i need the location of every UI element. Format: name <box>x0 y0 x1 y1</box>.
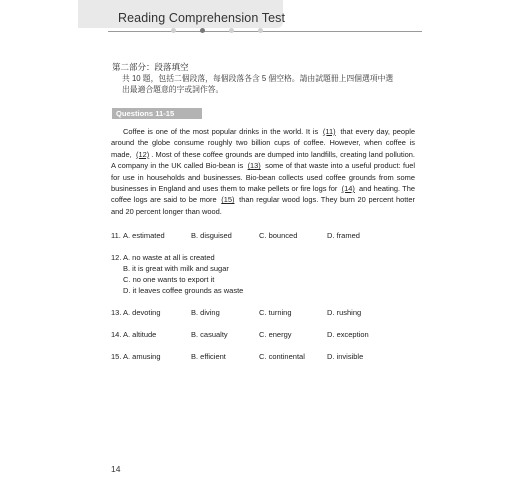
question-number: 12. <box>111 253 122 262</box>
option-c: C. continental <box>259 352 305 361</box>
passage-text: Coffee is one of the most popular drinks in the world. It is <box>123 127 319 136</box>
option-b: B. efficient <box>191 352 226 361</box>
option-d: D. it leaves coffee grounds as waste <box>123 286 244 295</box>
question-12-d <box>111 285 411 296</box>
option-a: A. estimated <box>123 231 165 240</box>
option-d: D. exception <box>327 330 369 339</box>
passage-text: . Most of these coffee grounds are dumped into landfills, creating land pollution. A company in the UK called Bio-bean is <box>111 149 415 171</box>
question-14 <box>111 329 411 340</box>
question-list <box>111 230 411 362</box>
blank-14: (14) <box>341 184 355 194</box>
option-c: C. bounced <box>259 231 298 240</box>
page-number: 14 <box>111 464 121 474</box>
question-12-c <box>111 274 411 285</box>
header-dot <box>229 28 234 33</box>
option-a: A. no waste at all is created <box>123 253 215 262</box>
header-dots <box>171 28 263 33</box>
question-number: 14. <box>111 330 122 339</box>
question-number: 13. <box>111 308 122 317</box>
question-13 <box>111 307 411 318</box>
blank-15: (15) <box>221 195 235 205</box>
instruction-line: 共 10 題，包括二個段落，每個段落各含 5 個空格。請由試題冊上四個選項中選 <box>122 74 394 83</box>
option-b: B. diving <box>191 308 220 317</box>
blank-12: (12) <box>135 149 150 159</box>
option-b: B. casualty <box>191 330 228 339</box>
part-title: 第二部分：段落填空 <box>112 62 189 72</box>
question-11 <box>111 230 411 241</box>
header-divider <box>108 31 422 32</box>
question-12-b <box>111 263 411 274</box>
question-12 <box>111 252 411 263</box>
part-instructions <box>122 73 412 95</box>
option-a: A. altitude <box>123 330 157 339</box>
option-c: C. no one wants to export it <box>123 275 215 284</box>
reading-passage <box>111 126 415 217</box>
page-header-title: Reading Comprehension Test <box>118 11 286 25</box>
option-a: A. devoting <box>123 308 161 317</box>
header-dot <box>171 28 176 33</box>
passage-text: some of that waste into a useful product: fuel for use in households and businesses. Bio-bean collects used coffee grounds from some businesses in England and uses them to make pellets or fire logs for <box>111 161 415 194</box>
option-c: C. energy <box>259 330 292 339</box>
option-c: C. turning <box>259 308 292 317</box>
option-b: B. disguised <box>191 231 232 240</box>
header-dot <box>258 28 263 33</box>
question-number: 15. <box>111 352 122 361</box>
section-label: Questions 11-15 <box>112 108 202 119</box>
option-d: D. framed <box>327 231 360 240</box>
header-dot-active <box>200 28 205 33</box>
blank-11: (11) <box>322 127 336 136</box>
blank-13: (13) <box>247 161 261 171</box>
instruction-line: 出最適合題意的字或詞作答。 <box>122 85 224 94</box>
option-d: D. rushing <box>327 308 362 317</box>
option-a: A. amusing <box>123 352 161 361</box>
option-b: B. it is great with milk and sugar <box>123 264 229 273</box>
passage-text: than regular wood logs. They burn 20 percent hotter and 20 percent longer than wood. <box>111 195 415 216</box>
question-number: 11. <box>111 231 121 240</box>
question-15 <box>111 351 411 362</box>
passage-text: and heating. The coffee logs are said to be more <box>111 184 415 205</box>
passage-text: that every day, people around the globe consume roughly two billion cups of coffee. However, when coffee is made, <box>111 127 415 159</box>
option-d: D. invisible <box>327 352 364 361</box>
